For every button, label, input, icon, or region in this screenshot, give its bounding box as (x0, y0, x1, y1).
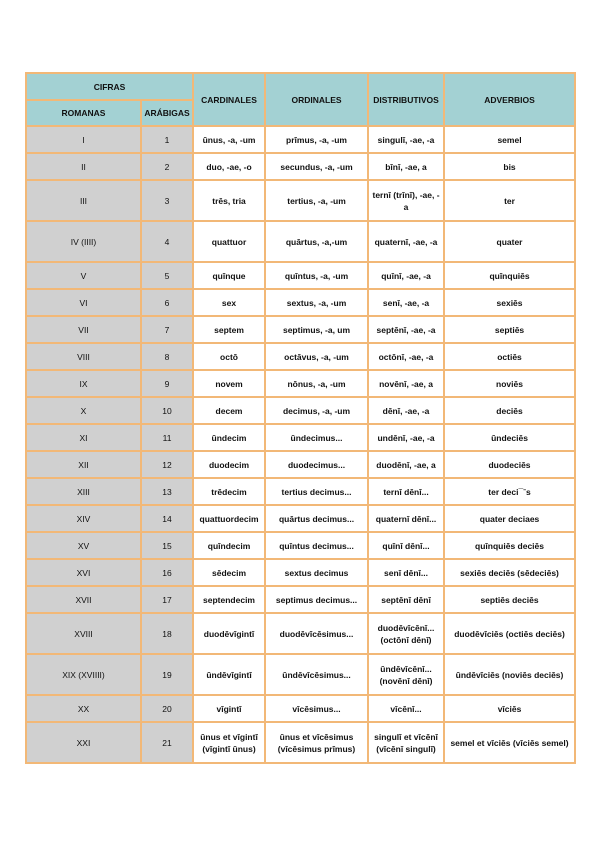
cell-distributivo: undēnī, -ae, -a (368, 424, 444, 451)
cell-arabiga: 17 (141, 586, 193, 613)
cell-distributivo: ternī (trīnī), -ae, -a (368, 180, 444, 221)
table-row (26, 478, 575, 505)
cell-adverbio: quater deciaes (444, 505, 575, 532)
cell-cardinal: quattuor (193, 221, 265, 262)
cell-distributivo: senī, -ae, -a (368, 289, 444, 316)
cell-distributivo: vīcēnī... (368, 695, 444, 722)
cell-distributivo: quīnī, -ae, -a (368, 262, 444, 289)
table-row (26, 370, 575, 397)
table-row (26, 180, 575, 221)
cell-romana: III (26, 180, 141, 221)
cell-romana: VIII (26, 343, 141, 370)
cell-cardinal: quīnque (193, 262, 265, 289)
cell-romana: IV (IIII) (26, 221, 141, 262)
cell-ordinal: quārtus, -a,-um (265, 221, 368, 262)
cell-distributivo: dēnī, -ae, -a (368, 397, 444, 424)
table-row (26, 722, 575, 763)
table-row (26, 262, 575, 289)
cell-distributivo: quīnī dēnī... (368, 532, 444, 559)
cell-ordinal: sextus decimus (265, 559, 368, 586)
cell-arabiga: 7 (141, 316, 193, 343)
cell-romana: X (26, 397, 141, 424)
cell-cardinal: novem (193, 370, 265, 397)
header-distributivos: DISTRIBUTIVOS (368, 73, 444, 126)
cell-romana: IX (26, 370, 141, 397)
cell-cardinal: vīgintī (193, 695, 265, 722)
table-row (26, 221, 575, 262)
cell-ordinal: decimus, -a, -um (265, 397, 368, 424)
cell-romana: XIX (XVIIII) (26, 654, 141, 695)
cell-romana: XI (26, 424, 141, 451)
cell-distributivo: septēnī, -ae, -a (368, 316, 444, 343)
table-row (26, 153, 575, 180)
cell-cardinal: septendecim (193, 586, 265, 613)
cell-arabiga: 12 (141, 451, 193, 478)
cell-romana: XV (26, 532, 141, 559)
cell-cardinal: duodēvīgintī (193, 613, 265, 654)
cell-ordinal: quīntus decimus... (265, 532, 368, 559)
cell-arabiga: 8 (141, 343, 193, 370)
cell-romana: XVI (26, 559, 141, 586)
table-row (26, 343, 575, 370)
cell-romana: VII (26, 316, 141, 343)
table-row (26, 126, 575, 153)
cell-arabiga: 19 (141, 654, 193, 695)
cell-adverbio: ūndeciēs (444, 424, 575, 451)
cell-distributivo: ternī dēnī... (368, 478, 444, 505)
cell-adverbio: duodēvīciēs (octiēs deciēs) (444, 613, 575, 654)
cell-ordinal: tertius, -a, -um (265, 180, 368, 221)
cell-romana: XVIII (26, 613, 141, 654)
cell-distributivo: bīnī, -ae, a (368, 153, 444, 180)
table-row (26, 586, 575, 613)
table-row (26, 654, 575, 695)
table-row (26, 559, 575, 586)
cell-arabiga: 16 (141, 559, 193, 586)
header-arabigas: ARÁBIGAS (141, 100, 193, 126)
cell-romana: XII (26, 451, 141, 478)
cell-romana: I (26, 126, 141, 153)
cell-ordinal: septimus decimus... (265, 586, 368, 613)
cell-distributivo: septēnī dēnī (368, 586, 444, 613)
cell-arabiga: 18 (141, 613, 193, 654)
cell-arabiga: 20 (141, 695, 193, 722)
cell-distributivo: octōnī, -ae, -a (368, 343, 444, 370)
cell-cardinal: ūndēvīgintī (193, 654, 265, 695)
cell-arabiga: 9 (141, 370, 193, 397)
cell-adverbio: semel (444, 126, 575, 153)
cell-adverbio: quīnquiēs deciēs (444, 532, 575, 559)
cell-adverbio: quīnquiēs (444, 262, 575, 289)
cell-adverbio: sexiēs deciēs (sēdeciēs) (444, 559, 575, 586)
cell-ordinal: octāvus, -a, -um (265, 343, 368, 370)
cell-adverbio: ūndēvīciēs (noviēs deciēs) (444, 654, 575, 695)
cell-ordinal: tertius decimus... (265, 478, 368, 505)
cell-romana: XXI (26, 722, 141, 763)
cell-romana: XVII (26, 586, 141, 613)
cell-adverbio: bis (444, 153, 575, 180)
cell-adverbio: quater (444, 221, 575, 262)
cell-arabiga: 11 (141, 424, 193, 451)
cell-cardinal: duo, -ae, -o (193, 153, 265, 180)
cell-ordinal: ūndēvīcēsimus... (265, 654, 368, 695)
cell-cardinal: decem (193, 397, 265, 424)
cell-cardinal: ūnus et vīgintī (vīgintī ūnus) (193, 722, 265, 763)
cell-ordinal: quārtus decimus... (265, 505, 368, 532)
header-cardinales: CARDINALES (193, 73, 265, 126)
cell-ordinal: ūndecimus... (265, 424, 368, 451)
table-row (26, 451, 575, 478)
cell-ordinal: sextus, -a, -um (265, 289, 368, 316)
cell-romana: II (26, 153, 141, 180)
cell-adverbio: octiēs (444, 343, 575, 370)
cell-romana: XIV (26, 505, 141, 532)
cell-adverbio: sexiēs (444, 289, 575, 316)
table-row (26, 532, 575, 559)
cell-distributivo: quaternī, -ae, -a (368, 221, 444, 262)
cell-adverbio: ter deci¯ˉs (444, 478, 575, 505)
table-row (26, 424, 575, 451)
cell-ordinal: nōnus, -a, -um (265, 370, 368, 397)
latin-numerals-table (25, 72, 576, 764)
header-cifras: CIFRAS (26, 73, 193, 100)
cell-distributivo: ūndēvīcēnī... (novēnī dēnī) (368, 654, 444, 695)
cell-arabiga: 4 (141, 221, 193, 262)
cell-cardinal: quattuordecim (193, 505, 265, 532)
table-row (26, 505, 575, 532)
header-adverbios: ADVERBIOS (444, 73, 575, 126)
cell-romana: V (26, 262, 141, 289)
cell-adverbio: noviēs (444, 370, 575, 397)
table-row (26, 289, 575, 316)
cell-ordinal: secundus, -a, -um (265, 153, 368, 180)
cell-cardinal: sēdecim (193, 559, 265, 586)
cell-adverbio: deciēs (444, 397, 575, 424)
cell-distributivo: singulī, -ae, -a (368, 126, 444, 153)
cell-arabiga: 2 (141, 153, 193, 180)
cell-adverbio: vīciēs (444, 695, 575, 722)
cell-arabiga: 6 (141, 289, 193, 316)
cell-cardinal: septem (193, 316, 265, 343)
cell-adverbio: septiēs (444, 316, 575, 343)
cell-arabiga: 15 (141, 532, 193, 559)
cell-ordinal: vīcēsimus... (265, 695, 368, 722)
cell-distributivo: novēnī, -ae, a (368, 370, 444, 397)
cell-ordinal: prīmus, -a, -um (265, 126, 368, 153)
cell-cardinal: trēdecim (193, 478, 265, 505)
cell-ordinal: duodēvīcēsimus... (265, 613, 368, 654)
cell-arabiga: 1 (141, 126, 193, 153)
cell-ordinal: quīntus, -a, -um (265, 262, 368, 289)
cell-cardinal: octō (193, 343, 265, 370)
cell-ordinal: duodecimus... (265, 451, 368, 478)
header-romanas: ROMANAS (26, 100, 141, 126)
cell-arabiga: 13 (141, 478, 193, 505)
cell-adverbio: ter (444, 180, 575, 221)
cell-cardinal: ūnus, -a, -um (193, 126, 265, 153)
table-row (26, 316, 575, 343)
cell-arabiga: 21 (141, 722, 193, 763)
cell-arabiga: 3 (141, 180, 193, 221)
cell-arabiga: 5 (141, 262, 193, 289)
table-row (26, 397, 575, 424)
cell-ordinal: ūnus et vīcēsimus (vīcēsimus prīmus) (265, 722, 368, 763)
cell-cardinal: trēs, tria (193, 180, 265, 221)
cell-cardinal: sex (193, 289, 265, 316)
cell-adverbio: semel et vīciēs (vīciēs semel) (444, 722, 575, 763)
table-body (26, 126, 575, 763)
header-ordinales: ORDINALES (265, 73, 368, 126)
cell-distributivo: duodēvīcēnī... (octōnī dēnī) (368, 613, 444, 654)
cell-adverbio: duodeciēs (444, 451, 575, 478)
cell-distributivo: senī dēnī... (368, 559, 444, 586)
cell-cardinal: quīndecim (193, 532, 265, 559)
cell-ordinal: septimus, -a, um (265, 316, 368, 343)
table-row (26, 695, 575, 722)
cell-distributivo: quaternī dēnī... (368, 505, 444, 532)
cell-cardinal: ūndecim (193, 424, 265, 451)
cell-distributivo: singulī et vīcēnī (vīcēnī singulī) (368, 722, 444, 763)
cell-romana: XX (26, 695, 141, 722)
cell-adverbio: septiēs deciēs (444, 586, 575, 613)
cell-romana: XIII (26, 478, 141, 505)
table-row (26, 613, 575, 654)
cell-cardinal: duodecim (193, 451, 265, 478)
cell-arabiga: 10 (141, 397, 193, 424)
cell-arabiga: 14 (141, 505, 193, 532)
cell-distributivo: duodēnī, -ae, a (368, 451, 444, 478)
cell-romana: VI (26, 289, 141, 316)
